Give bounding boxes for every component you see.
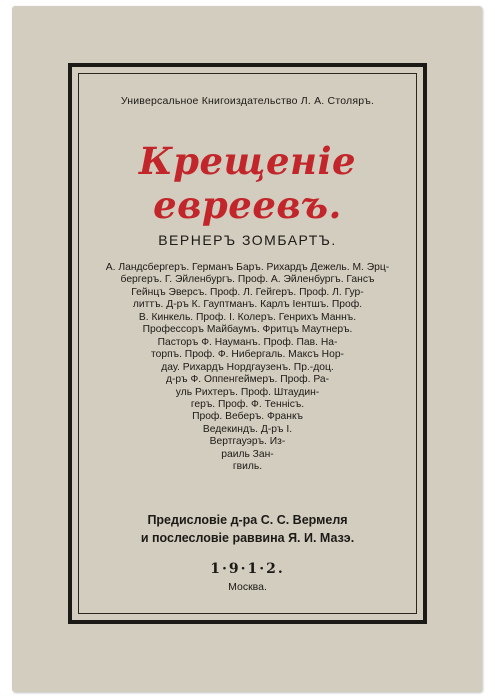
contributor-line: гвиль. [232,461,263,473]
contributor-line: Ведекиндъ. Д-ръ І. [202,423,293,435]
contributor-line: Пасторъ Ф. Науманъ. Проф. Пав. На- [157,336,338,348]
contributors-list [80,262,415,474]
contributor-line: Профессоръ Майбаумъ. Фритцъ Маутнеръ. [142,324,353,336]
book-title: Крещеніе евреевъ. [138,139,357,227]
contributor-line: дау. Рихардъ Нордгаузенъ. Пр.-доц. [161,361,334,373]
contributor-line: Проф. Веберъ. Франкъ [192,411,303,423]
contributor-line: бергеръ. Г. Эйленбургъ. Проф. А. Эйленбургъ. Гансъ [120,274,375,286]
preface-block [80,511,415,547]
author-name: ВЕРНЕРЪ ЗОМБАРТЪ. [158,232,337,248]
contributor-line: А. Ландсбергеръ. Германъ Баръ. Рихардъ Дежель. М. Эрц- [105,262,390,273]
contributor-line: геръ. Проф. Ф. Теннісъ. [190,398,305,410]
contributor-line: литтъ. Д-ръ К. Гауптманъ. Карлъ Іентшъ. Проф. [132,299,363,311]
contributor-line: торпъ. Проф. Ф. Нибергаль. Максъ Нор- [151,349,344,361]
contributor-line: уль Рихтеръ. Проф. Штаудин- [175,386,320,398]
contributor-line: раиль Зан- [221,448,274,460]
preface-line-1: Предисловіе д-ра С. С. Вермеля [147,513,348,527]
contributor-line: Вертгауэръ. Из- [209,436,286,448]
contributor-line: Гейнцъ Эверсъ. Проф. Л. Гейгеръ. Проф. Л. Гур- [131,286,364,298]
contributor-line: В. Кинкель. Проф. І. Колеръ. Генрихъ Маннъ. [138,311,357,323]
publication-year: 1·9·1·2. [210,561,285,577]
publication-city: Москва. [228,581,267,593]
preface-line-2: и послесловіе раввина Я. И. Мазэ. [140,531,355,545]
publisher-line: Универсальное Книгоиздательство Л. А. Столяръ. [120,95,375,107]
contributor-line: д-ръ Ф. Оппенгеймеръ. Проф. Ра- [165,374,329,386]
